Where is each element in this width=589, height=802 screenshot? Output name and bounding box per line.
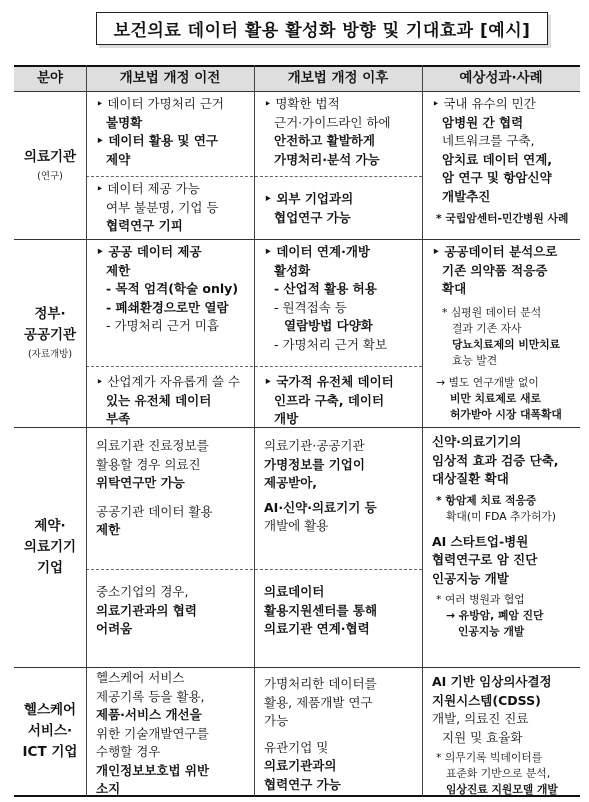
- text-line: 암병원 간 협력: [442, 114, 524, 130]
- healthcare-before-1: [86, 667, 254, 796]
- field-pharma: [14, 427, 86, 667]
- text-line: 안전하고 활발하게: [274, 133, 375, 148]
- text-line: 인프라 구축, 데이터: [274, 392, 385, 408]
- row-divider: [14, 427, 580, 428]
- text-line: - 원격접속 등: [274, 299, 347, 315]
- text-line: - 가명처리 근거 확보: [274, 336, 388, 352]
- text-line: 협업연구 가능: [274, 209, 351, 225]
- table-top-border: [14, 65, 580, 67]
- public-after-1: [254, 239, 422, 366]
- field-medical-label: 의료기관: [23, 148, 77, 165]
- note-line: 결과 기존 자사: [452, 321, 522, 335]
- note-line: → 별도 연구개발 없이: [436, 375, 539, 389]
- text-line: 활용할 경우 의료진: [96, 456, 201, 472]
- field-pharma-label: 제약·: [34, 517, 66, 534]
- text-line: 제약: [106, 151, 131, 167]
- field-healthcare: [14, 667, 86, 796]
- note-line: * 의무기록 빅데이터를: [436, 751, 543, 764]
- text-line: 기존 의약품 적응증: [442, 262, 548, 278]
- pharma-before-2: [86, 569, 254, 667]
- text-line: 활용지원센터를 통해: [264, 602, 378, 618]
- text-line: 암 연구 및 항암신약: [442, 170, 552, 185]
- text-line: ‣ 데이터 활용 및 연구: [96, 133, 218, 148]
- text-line: AI 기반 임상의사결정: [432, 674, 552, 689]
- text-line: 의료기관 연계·협력: [264, 621, 370, 636]
- field-public: [14, 239, 86, 427]
- text-line: 네트워크를 구축,: [442, 133, 535, 148]
- text-line: 가명정보를 기업이: [264, 456, 365, 472]
- field-pharma-label-3: 기업: [36, 559, 64, 576]
- field-healthcare-label: 헬스케어: [23, 702, 77, 718]
- field-healthcare-label-3: ICT 기업: [22, 744, 78, 760]
- note-line: 표준화 기반으로 분석,: [446, 767, 551, 780]
- public-before-2: [86, 366, 254, 427]
- field-public-label-2: 공공기관: [23, 327, 77, 343]
- medical-before-1: [86, 91, 254, 176]
- text-line: 활성화: [274, 262, 311, 278]
- note-line: 비만 치료제로 새로: [450, 391, 541, 405]
- note-line: → 유방암, 폐암 진단: [446, 609, 544, 622]
- text-line: AI 스타트업-병원: [432, 533, 529, 549]
- col-divider: [422, 65, 423, 796]
- text-line: 어려움: [96, 621, 133, 636]
- text-line: 암치료 데이터 연계,: [442, 151, 553, 167]
- text-line: 의료데이터: [264, 584, 325, 599]
- text-line: ‣ 국내 유수의 민간: [432, 96, 536, 111]
- text-line: 가명처리한 데이터를: [264, 676, 377, 691]
- field-medical: [14, 91, 86, 239]
- text-line: 헬스케어 서비스: [96, 670, 185, 685]
- text-line: ‣ 공공데이터 분석으로: [432, 244, 558, 259]
- text-line: 여부 불분명, 기업 등: [106, 199, 219, 215]
- note-line: * 여러 병원과 협업: [436, 593, 525, 606]
- text-line: - 산업적 활용 허용: [274, 281, 377, 296]
- text-line: 신약·의료기기의: [432, 434, 522, 449]
- text-line: 개방: [274, 411, 299, 426]
- field-public-sub: (자료개방): [27, 349, 73, 360]
- text-line: 가명처리·분석 가능: [274, 151, 380, 167]
- text-line: - 폐쇄환경으로만 열람: [106, 299, 229, 315]
- pharma-before-1: [86, 427, 254, 569]
- text-line: ‣ 산업계가 자유롭게 쓸 수: [96, 374, 241, 389]
- text-line: 임상적 효과 검증 단축,: [432, 452, 559, 468]
- text-line: 개발에 활용: [264, 518, 329, 533]
- text-line: - 목적 엄격(학술 only): [106, 281, 239, 296]
- text-line: 부족: [106, 411, 131, 426]
- note-line: * 심평원 데이터 분석: [442, 305, 542, 319]
- text-line: 협력연구 가능: [264, 776, 341, 792]
- text-line: 협력연구로 암 진단: [432, 552, 538, 567]
- medical-after-1: [254, 91, 422, 176]
- text-line: 개발, 의료진 진료: [432, 711, 529, 726]
- healthcare-after-1: [254, 667, 422, 796]
- text-line: 소지: [96, 781, 121, 796]
- field-medical-sub: (연구): [37, 170, 63, 182]
- note-line: * 국립암센터-민간병원 사례: [436, 212, 569, 225]
- text-line: ‣ 데이터 연계·개방: [264, 244, 370, 259]
- public-outcome: [422, 239, 580, 427]
- col-divider: [86, 65, 87, 796]
- text-line: 지원 및 효율화: [442, 729, 523, 745]
- text-line: 열람방법 다양화: [284, 318, 373, 333]
- table-bottom-border: [14, 795, 580, 797]
- text-line: 의료기관 진료정보를: [96, 438, 209, 453]
- note-line: 임상진료 지원모델 개발: [446, 783, 558, 796]
- header-field: 분야: [14, 65, 86, 91]
- header-before: 개보법 개정 이전: [86, 65, 254, 91]
- text-line: ‣ 데이터 제공 가능: [96, 181, 200, 196]
- text-line: 지원시스템(CDSS): [432, 692, 541, 708]
- healthcare-outcome: [422, 667, 580, 796]
- text-line: 가능: [264, 713, 289, 728]
- col-divider: [254, 65, 255, 796]
- text-line: 제한: [106, 262, 131, 278]
- header-outcome: 예상성과·사례: [422, 65, 580, 91]
- note-line: 확대(미 FDA 추가허가): [446, 509, 557, 523]
- text-line: 개발추진: [442, 188, 491, 204]
- text-line: 있는 유전체 데이터: [106, 392, 212, 408]
- pharma-outcome: [422, 427, 580, 667]
- text-line: 의료기관과의: [264, 758, 337, 773]
- field-pharma-label-2: 의료기기: [23, 538, 77, 555]
- medical-after-2: [254, 176, 422, 239]
- text-line: 제한: [96, 522, 121, 537]
- pharma-after-2: [254, 569, 422, 667]
- title-box: [96, 12, 548, 45]
- text-line: 공공기관 데이터 활용: [96, 503, 213, 519]
- note-line: 허가받아 시장 대폭확대: [450, 407, 562, 421]
- medical-before-2: [86, 176, 254, 239]
- text-line: 확대: [442, 281, 467, 296]
- text-line: 수행할 경우: [96, 744, 161, 759]
- text-line: 위한 기술개발연구를: [96, 725, 209, 741]
- text-line: AI·신약·의료기기 등: [264, 499, 377, 515]
- note-line: 당뇨치료제의 비만치료: [452, 337, 561, 351]
- note-line: * 항암제 치료 적응증: [436, 493, 537, 507]
- pharma-after-1: [254, 427, 422, 569]
- page-title: 보건의료 데이터 활용 활성화 방향 및 기대효과 [예시]: [113, 21, 531, 41]
- text-line: ‣ 외부 기업과의: [264, 191, 354, 206]
- text-line: 위탁연구만 가능: [96, 475, 185, 490]
- text-line: 제공기록 등을 활용,: [96, 688, 205, 704]
- header-after: 개보법 개정 이후: [254, 65, 422, 91]
- row-divider: [14, 667, 580, 668]
- text-line: - 가명처리 근거 미흡: [106, 318, 220, 333]
- text-line: 제품·서비스 개선을: [96, 707, 202, 722]
- text-line: ‣ 데이터 가명처리 근거: [96, 96, 224, 111]
- text-line: ‣ 국가적 유전체 데이터: [264, 374, 394, 389]
- header-divider: [14, 91, 580, 92]
- medical-outcome: [422, 91, 580, 239]
- note-line: 효능 발견: [452, 353, 498, 367]
- text-line: 중소기업의 경우,: [96, 584, 189, 599]
- public-after-2: [254, 366, 422, 427]
- text-line: 협력연구 기피: [106, 218, 183, 233]
- text-line: 제공받아,: [264, 475, 318, 490]
- note-line: 인공지능 개발: [458, 625, 525, 638]
- text-line: 인공지능 개발: [432, 570, 509, 586]
- row-divider: [14, 239, 580, 240]
- field-public-label: 정부·: [34, 306, 66, 322]
- text-line: 근거·가이드라인 하에: [274, 114, 391, 130]
- public-before-1: [86, 239, 254, 366]
- text-line: 불명확: [106, 114, 143, 130]
- text-line: ‣ 명확한 법적: [264, 96, 340, 111]
- data-table: [14, 65, 580, 796]
- text-line: 유관기업 및: [264, 739, 329, 755]
- text-line: 대상질환 확대: [432, 471, 509, 486]
- text-line: ‣ 공공 데이터 제공: [96, 244, 202, 259]
- field-healthcare-label-2: 서비스·: [27, 723, 73, 739]
- text-line: 의료기관과의 협력: [96, 602, 197, 618]
- text-line: 의료기관·공공기관: [264, 438, 365, 453]
- text-line: 활용, 제품개발 연구: [264, 694, 373, 710]
- text-line: 개인정보보호법 위반: [96, 762, 210, 778]
